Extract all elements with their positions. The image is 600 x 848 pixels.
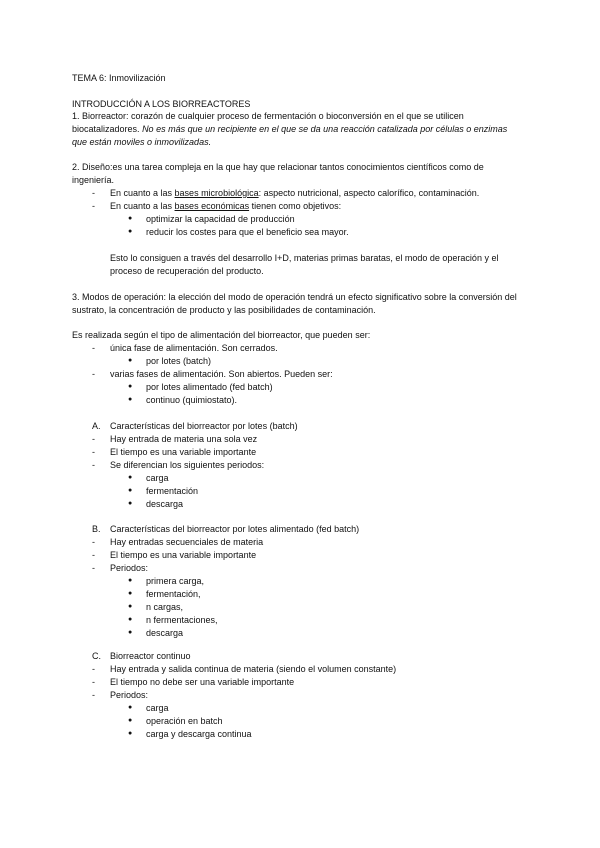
bullet-marker: ● (128, 228, 133, 235)
p1-line-2-normal: biocatalizadores. (72, 124, 140, 134)
dash-marker: - (92, 690, 95, 700)
section-a-sub-item: fermentación (146, 486, 199, 496)
feed-item-2: varias fases de alimentación. Son abiertos. Pueden ser: (110, 369, 333, 379)
dash-marker: - (92, 537, 95, 547)
feed-sub-item: continuo (quimiostato). (146, 395, 238, 405)
dash-marker: - (92, 563, 95, 573)
section-b-item: Periodos: (110, 563, 149, 573)
p2-item-1 (110, 187, 479, 199)
bullet-marker: ● (128, 704, 133, 711)
section-c-sub-item: operación en batch (146, 716, 223, 726)
feed-sub-item: por lotes alimentado (fed batch) (146, 382, 273, 392)
p3-line-2: sustrato, la concentración de producto y las posibilidades de contaminación. (72, 305, 376, 315)
section-a-letter: A. (92, 421, 101, 431)
dash-marker: - (92, 460, 95, 470)
p1-line-1: 1. Biorreactor: corazón de cualquier proceso de fermentación o bioconversión en el que se utilicen (72, 111, 464, 121)
feed-sub-item: por lotes (batch) (146, 356, 212, 366)
p1-line-3: que están moviles o inmovilizadas. (72, 137, 212, 147)
dash-marker: - (92, 201, 95, 211)
section-a-heading: Características del biorreactor por lotes (batch) (110, 421, 298, 431)
section-c-heading: Biorreactor continuo (110, 651, 191, 661)
bullet-marker: ● (128, 629, 133, 636)
dash-marker: - (92, 447, 95, 457)
section-b-sub-item: n cargas, (146, 602, 184, 612)
bullet-marker: ● (128, 603, 133, 610)
section-b-sub-item: n fermentaciones, (146, 615, 218, 625)
bullet-marker: ● (128, 577, 133, 584)
p2-line-1: 2. Diseño:es una tarea compleja en la que hay que relacionar tantos conocimientos científicos como de (72, 162, 484, 172)
bullet-marker: ● (128, 396, 133, 403)
section-a-sub-item: descarga (146, 499, 184, 509)
bullet-marker: ● (128, 383, 133, 390)
bullet-marker: ● (128, 717, 133, 724)
section-a-item: Se diferencian los siguientes periodos: (110, 460, 265, 470)
p2-item-2-post: tienen como objetivos: (249, 201, 342, 211)
feed-item-1: única fase de alimentación. Son cerrados. (110, 343, 278, 353)
bullet-marker: ● (128, 215, 133, 222)
section-a-item: El tiempo es una variable importante (110, 447, 257, 457)
p2-item-1-post: : aspecto nutricional, aspecto calorífico, contaminación. (258, 188, 480, 198)
p2-item-1-underlined: bases microbiológica (174, 188, 259, 198)
section-b-item: El tiempo es una variable importante (110, 550, 257, 560)
bullet-marker: ● (128, 616, 133, 623)
section-c-sub-item: carga (146, 703, 169, 713)
p2-item-2 (110, 200, 341, 212)
p2-sub-item: optimizar la capacidad de producción (146, 214, 295, 224)
section-b-letter: B. (92, 524, 101, 534)
section-b-heading: Características del biorreactor por lotes alimentado (fed batch) (110, 524, 360, 534)
intro-heading: INTRODUCCIÓN A LOS BIORREACTORES (72, 99, 251, 109)
p1-line-2 (72, 123, 507, 135)
p2-item-1-pre: En cuanto a las (110, 188, 175, 198)
section-b-sub-item: descarga (146, 628, 184, 638)
section-a-item: Hay entrada de materia una sola vez (110, 434, 258, 444)
p1-line-2-italic: No es más que un recipiente en el que se da una reacción catalizada por células o enzimas (142, 124, 508, 134)
p2-note-line-1: Esto lo consiguen a través del desarrollo I+D, materias primas baratas, el modo de operación y el (110, 253, 499, 263)
section-b-sub-item: fermentación, (146, 589, 201, 599)
bullet-marker: ● (128, 474, 133, 481)
section-c-item: Periodos: (110, 690, 149, 700)
p2-item-2-pre: En cuanto a las (110, 201, 175, 211)
section-c-item: El tiempo no debe ser una variable importante (110, 677, 295, 687)
p3-line-1: 3. Modos de operación: la elección del modo de operación tendrá un efecto significativo sobre la conversión del (72, 292, 517, 302)
p2-item-2-underlined: bases económicas (174, 201, 250, 211)
section-c-item: Hay entrada y salida continua de materia (siendo el volumen constante) (110, 664, 397, 674)
document-title: TEMA 6: Inmovilización (72, 73, 166, 83)
bullet-marker: ● (128, 730, 133, 737)
bullet-marker: ● (128, 500, 133, 507)
dash-marker: - (92, 343, 95, 353)
bullet-marker: ● (128, 357, 133, 364)
section-b-item: Hay entradas secuenciales de materia (110, 537, 264, 547)
section-c-letter: C. (92, 651, 101, 661)
section-c-sub-item: carga y descarga continua (146, 729, 252, 739)
p2-sub-item: reducir los costes para que el beneficio sea mayor. (146, 227, 349, 237)
p2-line-2: ingeniería. (72, 175, 115, 185)
bullet-marker: ● (128, 590, 133, 597)
dash-marker: - (92, 369, 95, 379)
dash-marker: - (92, 677, 95, 687)
feed-intro: Es realizada según el tipo de alimentación del biorreactor, que pueden ser: (72, 330, 371, 340)
dash-marker: - (92, 550, 95, 560)
dash-marker: - (92, 188, 95, 198)
section-a-sub-item: carga (146, 473, 169, 483)
bullet-marker: ● (128, 487, 133, 494)
p2-note-line-2: proceso de recuperación del producto. (110, 266, 264, 276)
section-b-sub-item: primera carga, (146, 576, 205, 586)
dash-marker: - (92, 434, 95, 444)
dash-marker: - (92, 664, 95, 674)
